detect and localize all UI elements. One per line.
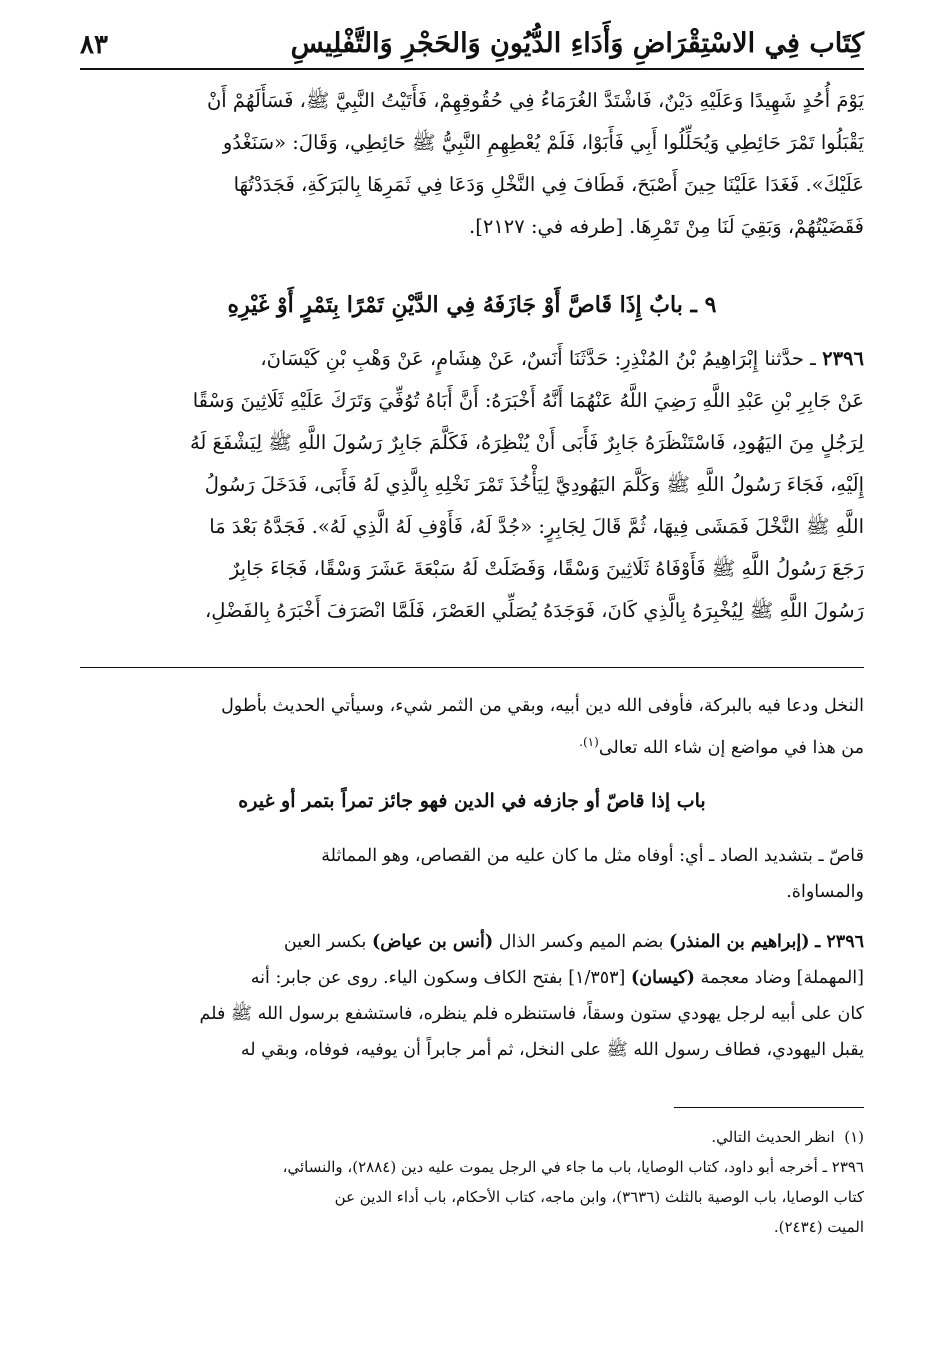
commentary-para1 — [80, 838, 864, 910]
hadith-number: ٢٣٩٦ — [822, 347, 864, 370]
narrator-name: (إبراهيم بن المنذر) — [669, 932, 810, 952]
bab-heading: ٩ ـ بابٌ إِذَا قَاصَّ أَوْ جَازَفَهُ فِي الدَّيْنِ تَمْرًا بِتَمْرٍ أَوْ غَيْرِهِ — [227, 292, 717, 318]
commentary-line: قاصّ ـ بتشديد الصاد ـ أي: أوفاه مثل ما كان عليه من القصاص، وهو المماثلة — [321, 846, 864, 866]
commentary-para2 — [80, 924, 864, 1068]
commentary-line: يقبل اليهودي، فطاف رسول الله ﷺ على النخل، ثم أمر جابراً أن يوفيه، فوفاه، وبقي له — [240, 1040, 864, 1060]
footnote: (١) انظر الحديث التالي. — [711, 1128, 864, 1146]
narrator-name: (كيسان) — [630, 968, 695, 988]
commentary-line: من هذا في مواضع إن شاء الله تعالى$^{(١).}$ — [579, 735, 864, 758]
commentary-line: النخل ودعا فيه بالبركة، فأوفى الله دين أبيه، وبقي من الثمر شيء، وسيأتي الحديث بأطول — [221, 696, 864, 716]
footnote-rule — [674, 1107, 864, 1108]
text-line: فَقَضَيْتُهُمْ، وَبَقِيَ لَنَا مِنْ تَمْرِهَا. [طرفه في: ٢١٢٧]. — [469, 215, 864, 238]
footnote: ٢٣٩٦ ـ أخرجه أبو داود، كتاب الوصايا، باب ما جاء في الرجل يموت عليه دين (٢٨٨٤)، والنسائي، — [282, 1158, 864, 1176]
hadith-line: رَسُولَ اللَّهِ ﷺ لِيُخْبِرَهُ بِالَّذِي كَانَ، فَوَجَدَهُ يُصَلِّي العَصْرَ، فَلَمَّا انْصَرَفَ أَخْبَرَهُ بِالفَضْلِ، — [204, 599, 864, 622]
hadith-text — [80, 338, 864, 632]
text-line: يَقْبَلُوا تَمْرَ حَائِطِي وَيُحَلِّلُوا أَبِي فَأَبَوْا، فَلَمْ يُعْطِهِمِ النَّبِيُّ ﷺ حَائِطِي، وَقَالَ: «سَنَغْدُو — [222, 131, 864, 154]
footnote-continuation: كتاب الوصايا، باب الوصية بالثلث (٣٦٣٦)، وابن ماجه، كتاب الأحكام، باب أداء الدين عن — [334, 1188, 864, 1206]
commentary-line: والمساواة. — [786, 882, 864, 902]
chapter-title: كِتَاب فِي الاسْتِقْرَاضِ وَأَدَاءِ الدُّيُونِ وَالحَجْرِ وَالتَّفْلِيسِ — [290, 28, 864, 59]
hadith-line: لِرَجُلٍ مِنَ اليَهُودِ، فَاسْتَنْظَرَهُ جَابِرٌ فَأَبَى أَنْ يُنْظِرَهُ، فَكَلَّمَ جَابِرٌ رَسُولَ اللَّهِ ﷺ لِيَشْفَعَ لَهُ — [189, 431, 864, 454]
commentary-line: كان على أبيه لرجل يهودي ستون وسقاً، فاستنظره فلم ينظره، فاستشفع برسول الله ﷺ فلم — [199, 1004, 864, 1024]
hadith-line: إِلَيْهِ، فَجَاءَ رَسُولُ اللَّهِ ﷺ وَكَلَّمَ اليَهُودِيَّ لِيَأْخُذَ تَمْرَ نَخْلِهِ بِالَّذِي لَهُ فَأَبَى، فَدَخَلَ رَسُولُ — [204, 473, 864, 496]
hadith-line: اللَّهِ ﷺ النَّخْلَ فَمَشَى فِيهَا، ثُمَّ قَالَ لِجَابِرٍ: «جُدَّ لَهُ، فَأَوْفِ لَهُ الَّذِي لَهُ». فَجَدَّهُ بَعْدَ مَا — [209, 515, 864, 538]
text-line: يَوْمَ أُحُدٍ شَهِيدًا وَعَلَيْهِ دَيْنٌ، فَاشْتَدَّ الغُرَمَاءُ فِي حُقُوقِهِمْ، فَأَتَيْتُ النَّبِيَّ ﷺ، فَسَأَلَهُمْ أَنْ — [206, 89, 864, 112]
commentary-line: ٢٣٩٦ ـ (إبراهيم بن المنذر) بضم الميم وكسر الذال (أنس بن عياض) بكسر العين — [283, 932, 864, 952]
narrator-name: (أنس بن عياض) — [372, 932, 494, 952]
footnote-marker: (١). — [579, 735, 599, 749]
section-rule — [80, 667, 864, 668]
commentary-heading: باب إذا قاصّ أو جازفه في الدين فهو جائز تمراً بتمر أو غيره — [238, 790, 706, 812]
commentary-number: ٢٣٩٦ ـ — [815, 932, 864, 952]
hadith-line: حدَّثنا إِبْرَاهِيمُ بْنُ المُنْذِرِ: حَدَّثَنَا أَنَسٌ، عَنْ هِشَامٍ، عَنْ وَهْبِ بْنِ كَيْسَانَ، — [260, 347, 804, 370]
commentary-line: [المهملة] وضاد معجمة (كيسان) [١/٣٥٣] بفتح الكاف وسكون الياء. روى عن جابر: أنه — [250, 968, 864, 988]
footnote-continuation: الميت (٢٤٣٤). — [773, 1218, 864, 1236]
page-number: ٨٣ — [80, 30, 108, 60]
hadith-line: عَنْ جَابِرِ بْنِ عَبْدِ اللَّهِ رَضِيَ اللَّهُ عَنْهُمَا أَنَّهُ أَخْبَرَهُ: أَنَّ أَبَاهُ تُوُفِّيَ وَتَرَكَ عَلَيْهِ ثَلَاثِينَ وَسْقًا — [192, 389, 864, 412]
top-text — [80, 80, 864, 248]
footnotes — [80, 1122, 864, 1242]
hadith-first-line: ٢٣٩٦ ـ حدَّثنا إِبْرَاهِيمُ بْنُ المُنْذِرِ: حَدَّثَنَا أَنَسٌ، عَنْ هِشَامٍ، عَنْ وَهْبِ بْنِ كَيْسَانَ، — [260, 347, 864, 370]
hadith-line: رَجَعَ رَسُولُ اللَّهِ ﷺ فَأَوْفَاهُ ثَلَاثِينَ وَسْقًا، وَفَضَلَتْ لَهُ سَبْعَةَ عَشَرَ وَسْقًا، فَجَاءَ جَابِرٌ — [229, 557, 864, 580]
text-line: عَلَيْكَ». فَغَدَا عَلَيْنَا حِينَ أَصْبَحَ، فَطَافَ فِي النَّخْلِ وَدَعَا فِي ثَمَرِهَا بِالبَرَكَةِ، فَجَدَدْتُهَا — [233, 173, 864, 196]
running-header — [80, 22, 864, 66]
header-rule — [80, 68, 864, 70]
commentary-intro — [80, 688, 864, 766]
